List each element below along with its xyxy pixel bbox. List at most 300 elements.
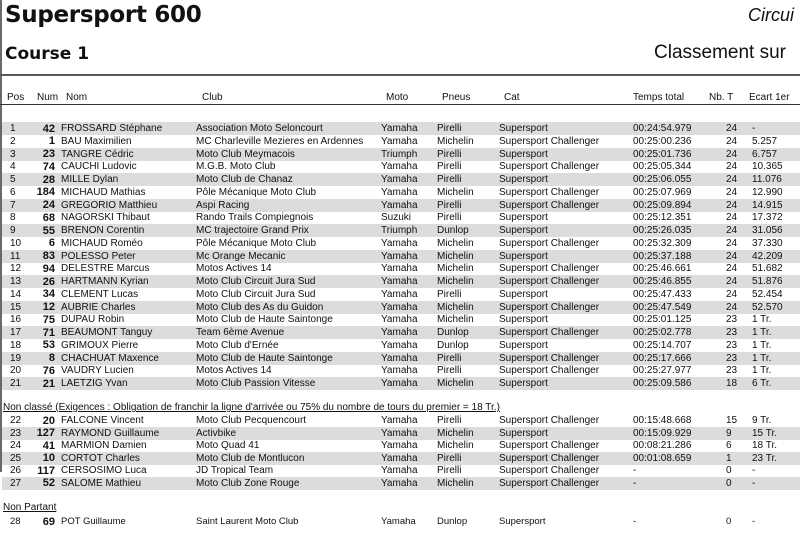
cell-pos: 21 bbox=[10, 378, 22, 389]
cell-club: Moto Club Circuit Jura Sud bbox=[196, 276, 316, 287]
cell-pos: 22 bbox=[10, 415, 22, 426]
cell-moto: Triumph bbox=[381, 148, 418, 160]
cell-pos: 20 bbox=[10, 365, 22, 377]
cell-nom: AUBRIE Charles bbox=[61, 301, 136, 313]
cell-nom: LAETZIG Yvan bbox=[61, 378, 128, 389]
cell-cat: Supersport bbox=[499, 250, 548, 262]
cell-num: 41 bbox=[42, 439, 55, 452]
cell-club: Moto Club de Haute Saintonge bbox=[196, 314, 333, 326]
cell-temps: 00:08:21.286 bbox=[633, 440, 692, 451]
cell-ecart: 52.454 bbox=[752, 288, 783, 300]
cell-pos: 8 bbox=[10, 212, 16, 224]
cell-club: Moto Club Pecquencourt bbox=[196, 415, 307, 426]
cell-club: Moto Club Zone Rouge bbox=[196, 477, 300, 489]
cell-pneus: Michelin bbox=[437, 263, 474, 275]
cell-ecart: 1 Tr. bbox=[752, 339, 772, 351]
non-partant-label: Non Partant bbox=[3, 502, 57, 513]
cell-temps: 00:25:37.188 bbox=[633, 250, 692, 262]
cell-num: 53 bbox=[42, 339, 55, 352]
col-header-nbt: Nb. T bbox=[709, 92, 734, 103]
cell-pneus: Dunlop bbox=[437, 516, 468, 527]
col-header-cat: Cat bbox=[504, 92, 520, 103]
cell-moto: Yamaha bbox=[381, 161, 418, 173]
cell-cat: Supersport bbox=[499, 288, 548, 300]
cell-pneus: Michelin bbox=[437, 186, 474, 198]
table-row bbox=[2, 211, 800, 224]
cell-pos: 17 bbox=[10, 327, 22, 338]
cell-nom: CERSOSIMO Luca bbox=[61, 465, 147, 476]
cell-club: Motos Actives 14 bbox=[196, 365, 272, 377]
cell-nbt: 18 bbox=[726, 378, 738, 389]
cell-cat: Supersport bbox=[499, 378, 548, 389]
table-row bbox=[2, 301, 800, 314]
cell-ecart: 15 Tr. bbox=[752, 427, 778, 439]
cell-nom: FROSSARD Stéphane bbox=[61, 123, 163, 134]
cell-ecart: 1 Tr. bbox=[752, 365, 772, 377]
cell-num: 127 bbox=[36, 427, 55, 439]
table-row bbox=[2, 275, 800, 288]
cell-num: 52 bbox=[42, 477, 55, 489]
cell-moto: Yamaha bbox=[381, 365, 418, 377]
table-row bbox=[2, 352, 800, 365]
cell-pos: 4 bbox=[10, 161, 16, 173]
cell-pneus: Michelin bbox=[437, 477, 474, 489]
cell-num: 75 bbox=[42, 313, 55, 326]
cell-nbt: 15 bbox=[726, 415, 738, 426]
cell-num: 1 bbox=[48, 135, 55, 148]
cell-temps: 00:25:06.055 bbox=[633, 174, 692, 185]
cell-nbt: 24 bbox=[726, 212, 738, 224]
cell-pneus: Michelin bbox=[437, 427, 474, 439]
col-header-nom: Nom bbox=[66, 92, 88, 103]
cell-pneus: Pirelli bbox=[437, 123, 462, 134]
cell-temps: 00:25:46.855 bbox=[633, 276, 692, 287]
cell-pos: 16 bbox=[10, 314, 22, 326]
cell-nbt: 23 bbox=[726, 314, 738, 326]
cell-nbt: 24 bbox=[726, 148, 738, 160]
cell-club: Pôle Mécanique Moto Club bbox=[196, 186, 317, 198]
cell-pos: 13 bbox=[10, 276, 22, 287]
cell-pneus: Pirelli bbox=[437, 174, 462, 185]
cell-num: 21 bbox=[42, 377, 55, 390]
cell-moto: Suzuki bbox=[381, 212, 412, 224]
cell-temps: - bbox=[633, 516, 637, 527]
cell-pos: 15 bbox=[10, 301, 22, 313]
cell-num: 12 bbox=[42, 301, 55, 313]
cell-num: 69 bbox=[42, 515, 55, 528]
cell-temps: 00:25:02.778 bbox=[633, 327, 692, 338]
cell-nom: GRIMOUX Pierre bbox=[61, 339, 139, 351]
cell-temps: 00:24:54.979 bbox=[633, 123, 692, 134]
cell-ecart: 42.209 bbox=[752, 250, 783, 262]
table-row bbox=[2, 364, 800, 377]
cell-ecart: - bbox=[752, 477, 756, 489]
cell-club: M.G.B. Moto Club bbox=[196, 161, 276, 173]
cell-cat: Supersport Challenger bbox=[499, 327, 600, 338]
cell-club: Aspi Racing bbox=[196, 199, 250, 211]
cell-moto: Yamaha bbox=[381, 452, 418, 464]
col-header-ecart: Ecart 1er bbox=[749, 92, 790, 103]
cell-ecart: 10.365 bbox=[752, 161, 783, 173]
cell-nom: POT Guillaume bbox=[61, 516, 126, 527]
cell-moto: Yamaha bbox=[381, 174, 418, 185]
cell-nbt: 0 bbox=[726, 516, 732, 527]
cell-pos: 19 bbox=[10, 352, 22, 364]
cell-pneus: Pirelli bbox=[437, 288, 462, 300]
cell-nom: MICHAUD Mathias bbox=[61, 186, 146, 198]
cell-num: 184 bbox=[36, 186, 55, 199]
cell-cat: Supersport bbox=[499, 516, 546, 527]
cell-cat: Supersport Challenger bbox=[499, 352, 600, 364]
cell-temps: 00:25:01.736 bbox=[633, 148, 692, 160]
table-row bbox=[2, 288, 800, 301]
cell-ecart: 31.056 bbox=[752, 225, 783, 236]
cell-pos: 28 bbox=[10, 516, 21, 527]
cell-nbt: 24 bbox=[726, 161, 738, 173]
cell-pneus: Pirelli bbox=[437, 465, 462, 476]
table-row bbox=[2, 262, 800, 275]
cell-num: 42 bbox=[42, 122, 55, 135]
col-header-num: Num bbox=[37, 92, 59, 103]
cell-club: Moto Club d'Ernée bbox=[196, 339, 279, 351]
cell-moto: Yamaha bbox=[381, 339, 418, 351]
cell-nbt: 23 bbox=[726, 339, 738, 351]
header-divider bbox=[0, 74, 800, 76]
cell-pos: 11 bbox=[10, 250, 21, 262]
table-row bbox=[2, 237, 800, 250]
cell-ecart: 9 Tr. bbox=[752, 415, 772, 426]
cell-nbt: 23 bbox=[726, 365, 738, 377]
cell-club: Moto Club de Haute Saintonge bbox=[196, 352, 333, 364]
cell-moto: Yamaha bbox=[381, 237, 418, 249]
cell-club: Moto Club de Chanaz bbox=[196, 174, 293, 185]
cell-ecart: 51.876 bbox=[752, 276, 783, 287]
cell-nom: CHACHUAT Maxence bbox=[61, 352, 159, 364]
table-row bbox=[2, 452, 800, 465]
cell-moto: Yamaha bbox=[381, 465, 418, 476]
cell-nbt: 24 bbox=[726, 276, 738, 287]
cell-cat: Supersport Challenger bbox=[499, 415, 600, 426]
cell-nom: CORTOT Charles bbox=[61, 452, 140, 464]
cell-club: JD Tropical Team bbox=[196, 465, 274, 476]
cell-club: MC Charleville Mezieres en Ardennes bbox=[196, 135, 364, 147]
table-row bbox=[2, 439, 800, 452]
cell-nbt: 24 bbox=[726, 199, 738, 211]
cell-pneus: Michelin bbox=[437, 276, 474, 287]
cell-pneus: Pirelli bbox=[437, 161, 462, 173]
cell-cat: Supersport Challenger bbox=[499, 237, 600, 249]
cell-ecart: 6.757 bbox=[752, 148, 778, 160]
cell-pneus: Michelin bbox=[437, 440, 474, 451]
cell-moto: Yamaha bbox=[381, 415, 418, 426]
cell-moto: Yamaha bbox=[381, 186, 418, 198]
cell-cat: Supersport bbox=[499, 174, 548, 185]
cell-pos: 25 bbox=[10, 452, 22, 464]
cell-pos: 10 bbox=[10, 237, 22, 249]
cell-moto: Yamaha bbox=[381, 199, 418, 211]
cell-pos: 6 bbox=[10, 186, 16, 198]
cell-ecart: - bbox=[752, 516, 756, 527]
cell-cat: Supersport Challenger bbox=[499, 199, 600, 211]
cell-ecart: 12.990 bbox=[752, 186, 783, 198]
cell-pneus: Michelin bbox=[437, 250, 474, 262]
cell-temps: 00:25:26.035 bbox=[633, 225, 692, 236]
table-row bbox=[2, 515, 800, 528]
cell-pneus: Michelin bbox=[437, 378, 474, 389]
cell-pos: 12 bbox=[10, 263, 22, 275]
cell-pneus: Dunlop bbox=[437, 339, 469, 351]
table-row bbox=[2, 326, 800, 339]
col-header-moto: Moto bbox=[386, 92, 409, 103]
cell-temps: 00:25:47.433 bbox=[633, 288, 692, 300]
cell-pos: 24 bbox=[10, 440, 22, 451]
cell-pneus: Dunlop bbox=[437, 225, 469, 236]
cell-pneus: Pirelli bbox=[437, 212, 462, 224]
cell-num: 6 bbox=[48, 237, 55, 250]
cell-moto: Yamaha bbox=[381, 477, 418, 489]
cell-nbt: 23 bbox=[726, 327, 738, 338]
cell-cat: Supersport bbox=[499, 427, 548, 439]
cell-temps: 00:25:01.125 bbox=[633, 314, 692, 326]
cell-pneus: Michelin bbox=[437, 314, 474, 326]
cell-nom: SALOME Mathieu bbox=[61, 477, 142, 489]
cell-club: Mc Orange Mecanic bbox=[196, 250, 286, 262]
table-row bbox=[2, 122, 800, 135]
cell-cat: Supersport Challenger bbox=[499, 452, 600, 464]
cell-temps: 00:25:14.707 bbox=[633, 339, 692, 351]
cell-nbt: 24 bbox=[726, 263, 738, 275]
cell-nbt: 24 bbox=[726, 225, 738, 236]
cell-ecart: 18 Tr. bbox=[752, 440, 778, 451]
table-row bbox=[2, 464, 800, 477]
cell-num: 74 bbox=[42, 160, 55, 173]
col-header-temps: Temps total bbox=[633, 92, 685, 103]
table-row bbox=[2, 427, 800, 440]
cell-nbt: 23 bbox=[726, 352, 738, 364]
cell-num: 71 bbox=[42, 326, 55, 339]
cell-cat: Supersport bbox=[499, 212, 548, 224]
cell-temps: - bbox=[633, 465, 637, 476]
cell-nom: HARTMANN Kyrian bbox=[61, 276, 149, 287]
cell-club: Association Moto Seloncourt bbox=[196, 123, 323, 134]
cell-club: Pôle Mécanique Moto Club bbox=[196, 237, 317, 249]
classement-label: Classement sur bbox=[654, 42, 786, 63]
cell-moto: Yamaha bbox=[381, 516, 416, 527]
cell-ecart: - bbox=[752, 123, 756, 134]
cell-nbt: 6 bbox=[726, 440, 732, 451]
cell-club: Moto Club Circuit Jura Sud bbox=[196, 288, 316, 300]
cell-nom: FALCONE Vincent bbox=[61, 415, 144, 426]
col-header-pneus: Pneus bbox=[442, 92, 471, 103]
cell-pneus: Pirelli bbox=[437, 365, 462, 377]
cell-pneus: Michelin bbox=[437, 237, 474, 249]
cell-num: 117 bbox=[37, 464, 55, 477]
table-row bbox=[2, 173, 800, 186]
cell-num: 10 bbox=[42, 452, 55, 464]
cell-temps: 00:25:00.236 bbox=[633, 135, 692, 147]
table-row bbox=[2, 250, 800, 263]
cell-pneus: Michelin bbox=[437, 135, 474, 147]
cell-cat: Supersport Challenger bbox=[499, 365, 600, 377]
cell-temps: 00:25:05.344 bbox=[633, 161, 692, 173]
cell-nbt: 24 bbox=[726, 174, 738, 185]
cell-temps: - bbox=[633, 477, 637, 489]
cell-temps: 00:25:09.586 bbox=[633, 378, 692, 389]
page-title: Supersport 600 bbox=[5, 2, 202, 28]
cell-temps: 00:25:09.894 bbox=[633, 199, 692, 211]
cell-moto: Yamaha bbox=[381, 427, 418, 439]
cell-cat: Supersport bbox=[499, 314, 548, 326]
cell-ecart: 23 Tr. bbox=[752, 452, 778, 464]
cell-pos: 3 bbox=[10, 148, 16, 160]
cell-num: 28 bbox=[42, 173, 55, 186]
cell-nbt: 24 bbox=[726, 237, 738, 249]
cell-moto: Yamaha bbox=[381, 135, 418, 147]
table-row bbox=[2, 186, 800, 199]
cell-temps: 00:01:08.659 bbox=[633, 452, 692, 464]
cell-moto: Yamaha bbox=[381, 301, 418, 313]
cell-club: Motos Actives 14 bbox=[196, 263, 272, 275]
cell-temps: 00:25:47.549 bbox=[633, 301, 692, 313]
cell-moto: Yamaha bbox=[381, 263, 418, 275]
cell-num: 20 bbox=[42, 414, 55, 427]
cell-ecart: - bbox=[752, 465, 756, 476]
cell-ecart: 11.076 bbox=[752, 174, 782, 185]
cell-cat: Supersport bbox=[499, 225, 548, 236]
cell-num: 83 bbox=[42, 250, 55, 262]
cell-nom: MARMION Damien bbox=[61, 440, 147, 451]
cell-num: 8 bbox=[48, 352, 55, 364]
table-row bbox=[2, 135, 800, 148]
cell-cat: Supersport Challenger bbox=[499, 161, 600, 173]
cell-nom: DELESTRE Marcus bbox=[61, 263, 150, 275]
cell-ecart: 1 Tr. bbox=[752, 327, 772, 338]
cell-pneus: Pirelli bbox=[437, 452, 462, 464]
cell-pos: 1 bbox=[10, 123, 16, 134]
cell-cat: Supersport bbox=[499, 148, 548, 160]
cell-pos: 2 bbox=[10, 135, 16, 147]
cell-ecart: 1 Tr. bbox=[752, 352, 772, 364]
cell-nom: MICHAUD Roméo bbox=[61, 237, 143, 249]
cell-nbt: 24 bbox=[726, 123, 738, 134]
cell-temps: 00:25:17.666 bbox=[633, 352, 692, 364]
cell-ecart: 37.330 bbox=[752, 237, 783, 249]
cell-club: Moto Club de Montlucon bbox=[196, 452, 305, 464]
table-row bbox=[2, 199, 800, 212]
cell-nbt: 0 bbox=[726, 477, 732, 489]
cell-nom: RAYMOND Guillaume bbox=[61, 427, 160, 439]
table-row bbox=[2, 414, 800, 427]
cell-cat: Supersport Challenger bbox=[499, 440, 600, 451]
cell-ecart: 52.570 bbox=[752, 301, 783, 313]
cell-pneus: Pirelli bbox=[437, 148, 462, 160]
cell-num: 55 bbox=[42, 224, 55, 237]
cell-club: Saint Laurent Moto Club bbox=[196, 516, 299, 527]
cell-nom: BAU Maximilien bbox=[61, 135, 132, 147]
cell-moto: Yamaha bbox=[381, 288, 418, 300]
cell-moto: Yamaha bbox=[381, 378, 418, 389]
cell-nom: VAUDRY Lucien bbox=[61, 365, 134, 377]
cell-moto: Yamaha bbox=[381, 314, 418, 326]
cell-pneus: Michelin bbox=[437, 301, 474, 313]
cell-nom: DUPAU Robin bbox=[61, 314, 125, 326]
circuit-label: Circui bbox=[748, 5, 795, 25]
cell-cat: Supersport Challenger bbox=[499, 465, 600, 476]
cell-moto: Yamaha bbox=[381, 276, 418, 287]
cell-num: 23 bbox=[42, 148, 55, 160]
cell-cat: Supersport Challenger bbox=[499, 186, 600, 198]
cell-club: Moto Club Passion Vitesse bbox=[196, 378, 316, 389]
cell-cat: Supersport Challenger bbox=[499, 135, 600, 147]
cell-nbt: 24 bbox=[726, 250, 738, 262]
cell-num: 68 bbox=[42, 211, 55, 224]
cell-pneus: Pirelli bbox=[437, 352, 462, 364]
cell-nom: BEAUMONT Tanguy bbox=[61, 327, 153, 338]
cell-temps: 00:25:32.309 bbox=[633, 237, 692, 249]
cell-nom: BRENON Corentin bbox=[61, 225, 145, 236]
cell-cat: Supersport Challenger bbox=[499, 276, 600, 287]
cell-pos: 27 bbox=[10, 477, 22, 489]
cell-temps: 00:25:27.977 bbox=[633, 365, 692, 377]
cell-cat: Supersport Challenger bbox=[499, 263, 600, 275]
cell-club: Moto Club des As du Guidon bbox=[196, 301, 324, 313]
cell-nom: CAUCHI Ludovic bbox=[61, 161, 137, 173]
cell-nom: POLESSO Peter bbox=[61, 250, 136, 262]
cell-nbt: 24 bbox=[726, 301, 738, 313]
cell-club: Activbike bbox=[196, 427, 237, 439]
table-row bbox=[2, 477, 800, 490]
cell-moto: Yamaha bbox=[381, 123, 418, 134]
cell-nom: MILLE Dylan bbox=[61, 174, 119, 185]
cell-club: MC trajectoire Grand Prix bbox=[196, 225, 309, 236]
cell-club: Moto Quad 41 bbox=[196, 440, 260, 451]
cell-pneus: Pirelli bbox=[437, 415, 462, 426]
cell-moto: Triumph bbox=[381, 225, 418, 236]
cell-pos: 18 bbox=[10, 339, 22, 351]
cell-nom: NAGORSKI Thibaut bbox=[61, 212, 150, 224]
cell-moto: Yamaha bbox=[381, 250, 418, 262]
table-row bbox=[2, 377, 800, 390]
cell-num: 26 bbox=[42, 275, 55, 288]
cell-cat: Supersport Challenger bbox=[499, 301, 600, 313]
table-row bbox=[2, 313, 800, 326]
cell-club: Rando Trails Compiegnois bbox=[196, 212, 314, 224]
cell-temps: 00:25:46.661 bbox=[633, 263, 692, 275]
table-row bbox=[2, 160, 800, 173]
cell-pos: 23 bbox=[10, 427, 22, 439]
cell-pneus: Dunlop bbox=[437, 327, 469, 338]
cell-ecart: 5.257 bbox=[752, 135, 778, 147]
cell-num: 24 bbox=[42, 199, 55, 211]
cell-pneus: Pirelli bbox=[437, 199, 462, 211]
cell-pos: 9 bbox=[10, 225, 16, 236]
col-header-pos: Pos bbox=[7, 92, 25, 103]
cell-temps: 00:15:48.668 bbox=[633, 415, 692, 426]
cell-pos: 14 bbox=[10, 288, 22, 300]
race-subtitle: Course 1 bbox=[5, 44, 90, 64]
column-header-divider bbox=[0, 104, 800, 105]
cell-cat: Supersport bbox=[499, 339, 548, 351]
cell-nbt: 0 bbox=[726, 465, 732, 476]
cell-ecart: 14.915 bbox=[752, 199, 783, 211]
cell-ecart: 51.682 bbox=[752, 263, 783, 275]
cell-temps: 00:15:09.929 bbox=[633, 427, 692, 439]
cell-temps: 00:25:07.969 bbox=[633, 186, 692, 198]
cell-num: 76 bbox=[42, 364, 55, 377]
cell-club: Moto Club Meymacois bbox=[196, 148, 295, 160]
col-header-club: Club bbox=[202, 92, 223, 103]
cell-cat: Supersport Challenger bbox=[499, 477, 600, 489]
